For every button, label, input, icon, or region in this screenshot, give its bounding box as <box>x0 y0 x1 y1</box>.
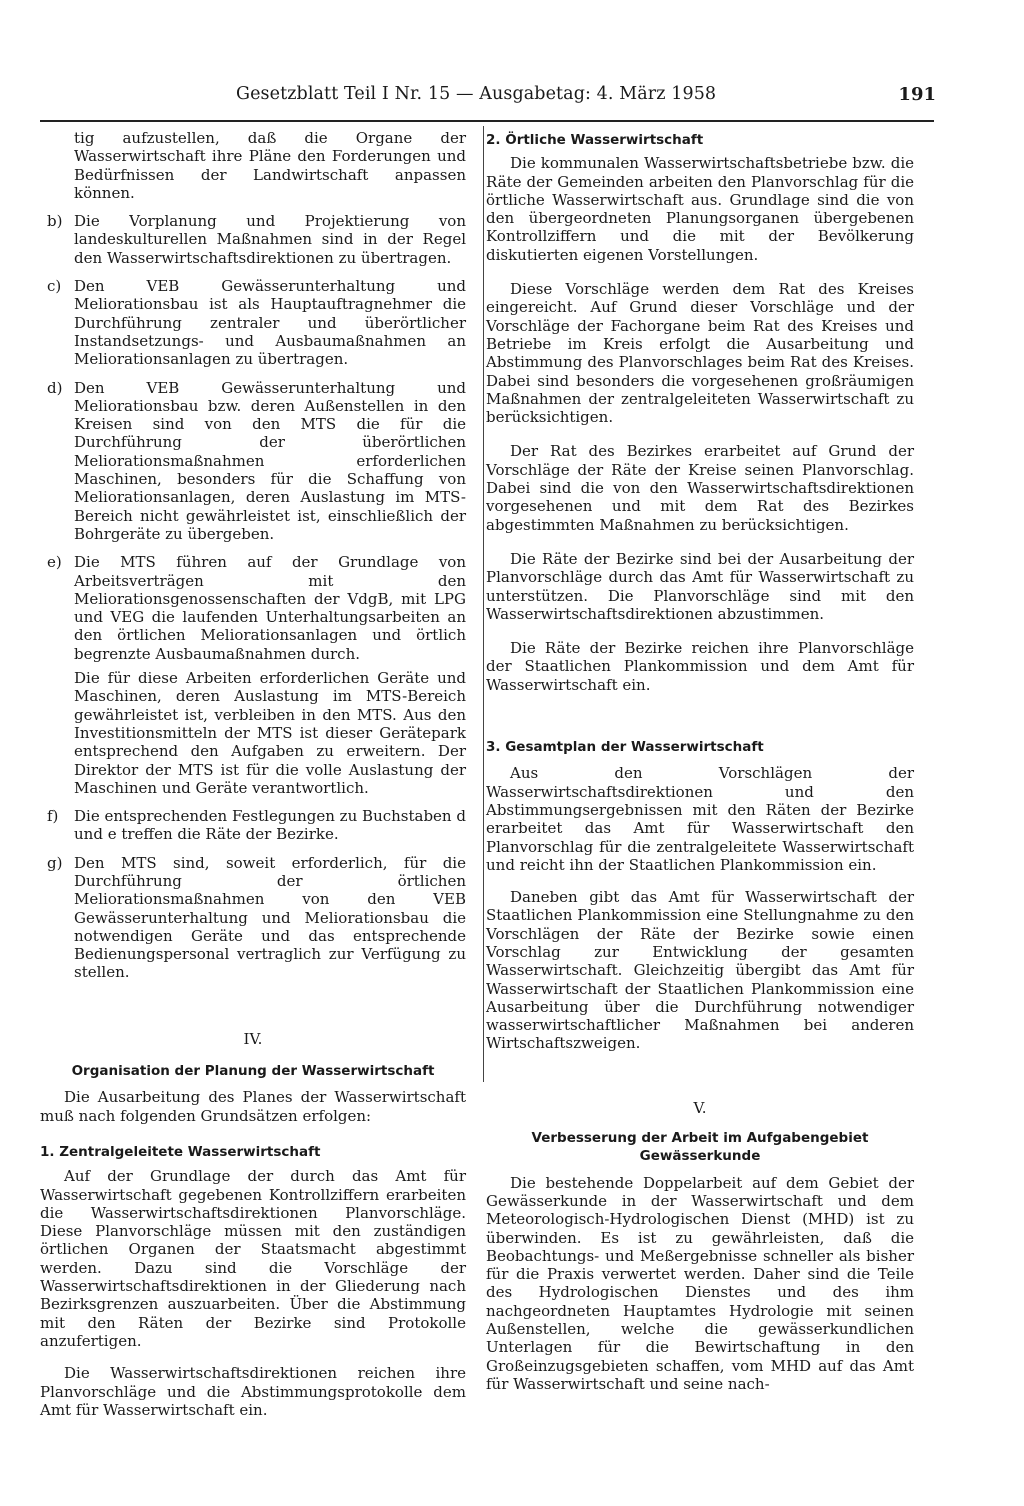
paragraph: Die für diese Arbeiten erforderlichen Geräte und Maschinen, deren Auslastung im MTS-Bereich gewährleistet ist, verbleiben in den MTS. Aus den Investitionsmitteln der MTS ist dieser Gerätepark entsprechend den Aufgaben zu erweitern. Der Direktor der MTS ist für die volle Auslastung der Maschinen und Geräte verantwortlich. <box>74 669 466 797</box>
paragraph: Der Rat des Bezirkes erarbeitet auf Grund der Vorschläge der Räte der Kreise seinen Planvorschlag. Dabei sind die von den Wasserwirtschaftsdirektionen vorgesehenen und mit dem Rat des Bezirkes abgestimmten Maßnahmen zu berücksichtigen. <box>486 442 914 534</box>
list-item-text: Die entsprechenden Festlegungen zu Buchstaben d und e treffen die Räte der Bezirke. <box>74 807 466 844</box>
list-item-text: Die MTS führen auf der Grundlage von Arbeitsverträgen mit den Meliorationsgenossenschaften der VdgB, mit LPG und VEG die laufenden Unterhaltungsarbeiten an den örtlichen Meliorationsanlagen und örtlich begrenzte Ausbaumaßnahmen durch. <box>74 553 466 663</box>
list-marker: e) <box>47 553 62 572</box>
list-item-b <box>40 212 466 267</box>
subsection-title: 1. Zentralgeleitete Wasserwirtschaft <box>40 1143 321 1160</box>
page-number: 191 <box>898 84 936 105</box>
list-marker: b) <box>47 212 63 231</box>
list-marker: f) <box>47 807 59 826</box>
list-item-text: Den VEB Gewässerunterhaltung und Meliorationsbau ist als Hauptauftragnehmer die Durchführung zentraler und überörtlicher Instandsetzungs- und Ausbaumaßnahmen an Meliorationsanlagen zu übertragen. <box>74 277 466 369</box>
paragraph: Die Räte der Bezirke sind bei der Ausarbeitung der Planvorschläge durch das Amt für Wasserwirtschaft zu unterstützen. Die Planvorschläge sind mit den Wasserwirtschaftsdirektionen abzustimmen. <box>486 549 914 623</box>
list-marker: c) <box>47 277 62 296</box>
paragraph: Diese Vorschläge werden dem Rat des Kreises eingereicht. Auf Grund dieser Vorschläge und der Vorschläge der Fachorgane beim Rat des Kreises und Betriebe im Kreis erfolgt die Ausarbeitung und Abstimmung des Planvorschlages beim Rat des Kreises. Dabei sind besonders die vorgesehenen großräumigen Maßnahmen der zentralgeleiteten Wasserwirtschaft zu berücksichtigen. <box>486 280 914 427</box>
list-item-text: Den VEB Gewässerunterhaltung und Meliorationsbau bzw. deren Außenstellen in den Kreisen sind von den MTS die für die Durchführung der überörtlichen Meliorationsmaßnahmen erforderlichen Maschinen, besonders für die Schaffung von Meliorationsanlagen, deren Auslastung im MTS-Bereich nicht gewährleistet ist, einschließlich der Bohrgeräte zu übergeben. <box>74 378 466 543</box>
right-column <box>486 131 914 1393</box>
list-item-d <box>40 379 466 544</box>
paragraph: Aus den Vorschlägen der Wasserwirtschaftsdirektionen und den Abstimmungsergebnissen mit den Räten der Bezirke erarbeitet das Amt für Wasserwirtschaft den Planvorschlag für die zentralgeleitete Wasserwirtschaft und reicht ihn der Staatlichen Plankommission ein. <box>486 764 914 874</box>
list-item-f <box>40 807 466 844</box>
header-title: Gesetzblatt Teil I Nr. 15 — Ausgabetag: 4. März 1958 <box>236 84 717 104</box>
page-header <box>236 84 936 114</box>
section-title: Verbesserung der Arbeit im Aufgabengebiet <box>531 1130 869 1147</box>
paragraph: Daneben gibt das Amt für Wasserwirtschaft der Staatlichen Plankommission eine Stellungnahme zu den Vorschlägen der Räte der Bezirke sowie einen Vorschlag zur Entwicklung der gesamten Wasserwirtschaft. Gleichzeitig übergibt das Amt für Wasserwirtschaft der Staatlichen Plankommission eine Ausarbeitung über die Durchführung notwendiger wasserwirtschaftlicher Maßnahmen bei anderen Wirtschaftszweigen. <box>486 888 914 1053</box>
list-item-g <box>40 854 466 982</box>
subsection-title: 2. Örtliche Wasserwirtschaft <box>486 132 704 148</box>
list-item-text: Die Vorplanung und Projektierung von landeskulturellen Maßnahmen sind in der Regel den Wasserwirtschaftsdirektionen zu übertragen. <box>74 212 466 267</box>
subsection-title: 3. Gesamtplan der Wasserwirtschaft <box>486 739 764 756</box>
section-number: IV. <box>243 1029 263 1048</box>
column-divider <box>483 126 484 1082</box>
section-number: V. <box>693 1098 707 1117</box>
paragraph: tig aufzustellen, daß die Organe der Wasserwirtschaft ihre Pläne den Forderungen und Bedürfnissen der Landwirtschaft anpassen können. <box>74 129 466 202</box>
list-marker: d) <box>47 378 63 397</box>
left-column <box>40 129 466 1419</box>
section-title: Organisation der Planung der Wasserwirtschaft <box>71 1063 435 1080</box>
list-item-e <box>40 553 466 663</box>
paragraph: Die kommunalen Wasserwirtschaftsbetriebe bzw. die Räte der Gemeinden arbeiten den Planvorschlag für die örtliche Wasserwirtschaft aus. Grundlage sind die von den übergeordneten Planungsorganen übergebenen Kontrollziffern und die mit der Bevölkerung diskutierten eigenen Vorstellungen. <box>486 154 914 264</box>
paragraph: Die Ausarbeitung des Planes der Wasserwirtschaft muß nach folgenden Grundsätzen erfolgen: <box>40 1088 466 1125</box>
list-marker: g) <box>47 853 63 872</box>
header-rule <box>40 120 934 122</box>
list-item-c <box>40 277 466 368</box>
list-item-text: Den MTS sind, soweit erforderlich, für die Durchführung der örtlichen Meliorationsmaßnahmen von den VEB Gewässerunterhaltung und Meliorationsbau die notwendigen Geräte und das entsprechende Bedienungspersonal vertraglich zur Verfügung zu stellen. <box>74 853 466 982</box>
paragraph: Die bestehende Doppelarbeit auf dem Gebiet der Gewässerkunde in der Wasserwirtschaft und dem Meteorologisch-Hydrologischen Dienst (MHD) ist zu überwinden. Es ist zu gewährleisten, daß die Beobachtungs- und Meßergebnisse schneller als bisher für die Praxis verwertet werden. Daher sind die Teile des Hydrologischen Dienstes und des ihm nachgeordneten Hauptamtes Hydrologie mit seinen Außenstellen, welche die gewässerkundlichen Unterlagen für die Bewirtschaftung in den Großeinzugsgebieten schaffen, vom MHD auf das Amt für Wasserwirtschaft und seine nach- <box>486 1173 914 1393</box>
paragraph: Die Wasserwirtschaftsdirektionen reichen ihre Planvorschläge und die Abstimmungsprotokolle dem Amt für Wasserwirtschaft ein. <box>40 1364 466 1419</box>
paragraph: Die Räte der Bezirke reichen ihre Planvorschläge der Staatlichen Plankommission und dem Amt für Wasserwirtschaft ein. <box>486 639 914 694</box>
section-title-line-2: Gewässerkunde <box>639 1148 761 1165</box>
paragraph: Auf der Grundlage der durch das Amt für Wasserwirtschaft gegebenen Kontrollziffern erarbeiten die Wasserwirtschaftsdirektionen Planvorschläge. Diese Planvorschläge müssen mit den zuständigen örtlichen Organen der Staatsmacht abgestimmt werden. Dazu sind die Vorschläge der Wasserwirtschaftsdirektionen in der Gliederung nach Bezirksgrenzen auszuarbeiten. Über die Abstimmung mit den Räten der Bezirke sind Protokolle anzufertigen. <box>40 1167 466 1350</box>
